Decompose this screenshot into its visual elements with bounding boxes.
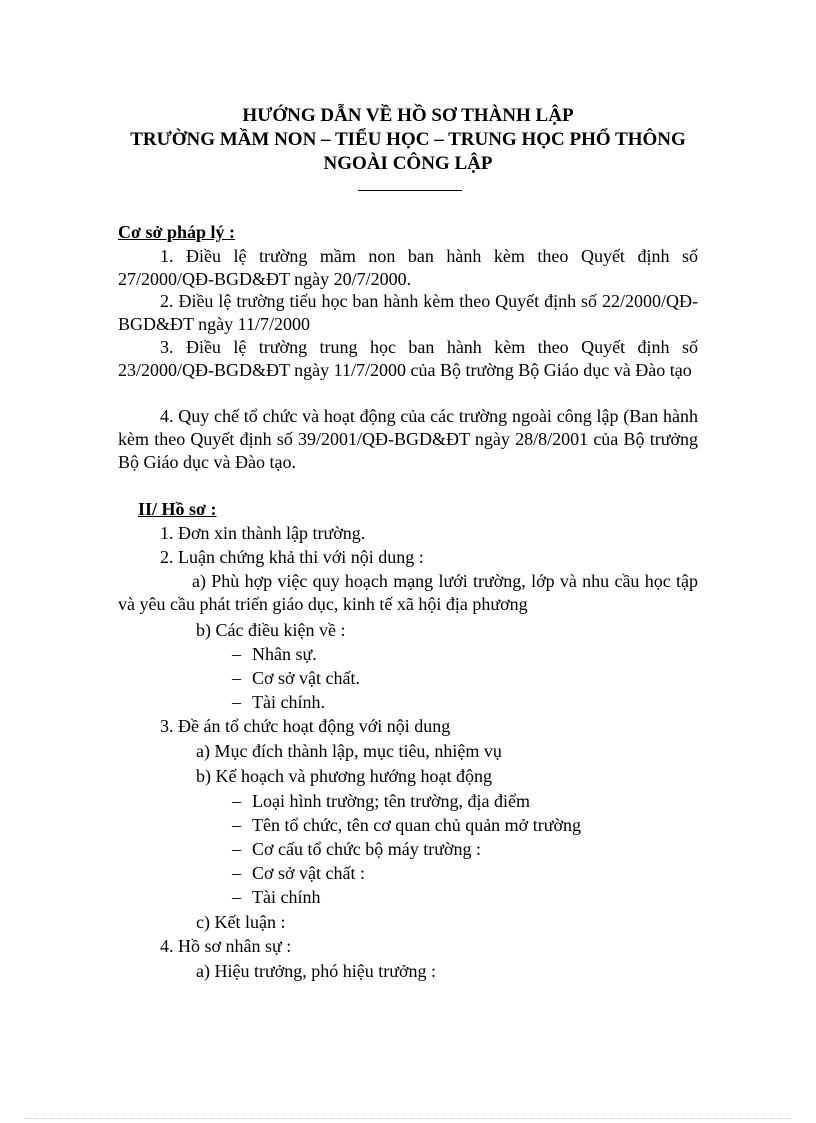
- dossier-item-1: 1. Đơn xin thành lập trường.: [160, 523, 366, 543]
- legal-basis-heading: Cơ sở pháp lý :: [118, 222, 235, 242]
- dossier-3b-bullet: [232, 790, 530, 813]
- dossier-2b-bullet: [232, 667, 360, 690]
- dash-bullet: –: [232, 863, 241, 883]
- dossier-3b-item: Cơ sở vật chất :: [252, 863, 366, 883]
- dossier-3b-bullet: [232, 838, 481, 861]
- dossier-3b-bullet: [232, 814, 581, 837]
- dossier-heading: II/ Hồ sơ :: [138, 499, 217, 519]
- legal-item-1: 1. Điều lệ trường mầm non ban hành kèm theo Quyết định số 27/2000/QĐ-BGD&ĐT ngày 20/7/2000.: [118, 246, 698, 289]
- dash-bullet: –: [232, 839, 241, 859]
- dossier-3b-bullet: [232, 862, 365, 885]
- legal-item-3: 3. Điều lệ trường trung học ban hành kèm theo Quyết định số 23/2000/QĐ-BGD&ĐT ngày 11/7/2000 của Bộ trường Bộ Giáo dục và Đào tạo: [118, 337, 698, 380]
- dash-bullet: –: [232, 668, 241, 688]
- dash-bullet: –: [232, 815, 241, 835]
- title-line-3: NGOÀI CÔNG LẬP: [323, 153, 493, 174]
- dossier-3b-item: Cơ cấu tổ chức bộ máy trường :: [252, 839, 481, 859]
- dossier-2b-item: Cơ sở vật chất.: [252, 668, 361, 688]
- dossier-3b-item: Tên tổ chức, tên cơ quan chủ quản mở trường: [252, 815, 581, 835]
- dossier-2b-item: Nhân sự.: [252, 644, 317, 664]
- dossier-item-3: 3. Đề án tổ chức hoạt động với nội dung: [160, 716, 451, 736]
- dossier-item-3c: c) Kết luận :: [196, 912, 286, 932]
- title-line-2: TRƯỜNG MẦM NON – TIỂU HỌC – TRUNG HỌC PHỔ THÔNG: [130, 129, 686, 150]
- title-line-1: HƯỚNG DẪN VỀ HỒ SƠ THÀNH LẬP: [242, 105, 574, 126]
- dossier-item-2b: b) Các điều kiện về :: [196, 620, 346, 640]
- dash-bullet: –: [232, 791, 241, 811]
- legal-item-4: 4. Quy chế tổ chức và hoạt động của các trường ngoài công lập (Ban hành kèm theo Quyết định số 39/2001/QĐ-BGD&ĐT ngày 28/8/2001 của Bộ trưởng Bộ Giáo dục và Đào tạo.: [118, 406, 698, 472]
- dash-bullet: –: [232, 692, 241, 712]
- dossier-item-2: 2. Luận chứng khả thi với nội dung :: [160, 547, 424, 567]
- legal-item-2: 2. Điều lệ trường tiểu học ban hành kèm theo Quyết định số 22/2000/QĐ-BGD&ĐT ngày 11/7/2000: [118, 291, 698, 334]
- dossier-item-2a: a) Phù hợp việc quy hoạch mạng lưới trường, lớp và nhu cầu học tập và yêu cầu phát triển giáo dục, kinh tế xã hội địa phương: [118, 571, 698, 614]
- dossier-3b-item: Loại hình trường; tên trường, địa điểm: [252, 791, 530, 811]
- page-bottom-edge: [24, 1118, 792, 1119]
- dossier-2b-bullet: [232, 643, 317, 666]
- dossier-item-4: 4. Hồ sơ nhân sự :: [160, 936, 292, 956]
- dossier-item-4a: a) Hiệu trưởng, phó hiệu trưởng :: [196, 961, 437, 981]
- dossier-2b-bullet: [232, 691, 325, 714]
- dossier-2b-item: Tài chính.: [252, 692, 325, 712]
- dossier-3b-bullet: [232, 886, 320, 909]
- dash-bullet: –: [232, 644, 241, 664]
- dossier-3b-item: Tài chính: [252, 887, 321, 907]
- dossier-item-3a: a) Mục đích thành lập, mục tiêu, nhiệm vụ: [196, 741, 502, 761]
- dossier-item-3b: b) Kế hoạch và phương hướng hoạt động: [196, 766, 492, 786]
- title-divider: [358, 190, 462, 191]
- dash-bullet: –: [232, 887, 241, 907]
